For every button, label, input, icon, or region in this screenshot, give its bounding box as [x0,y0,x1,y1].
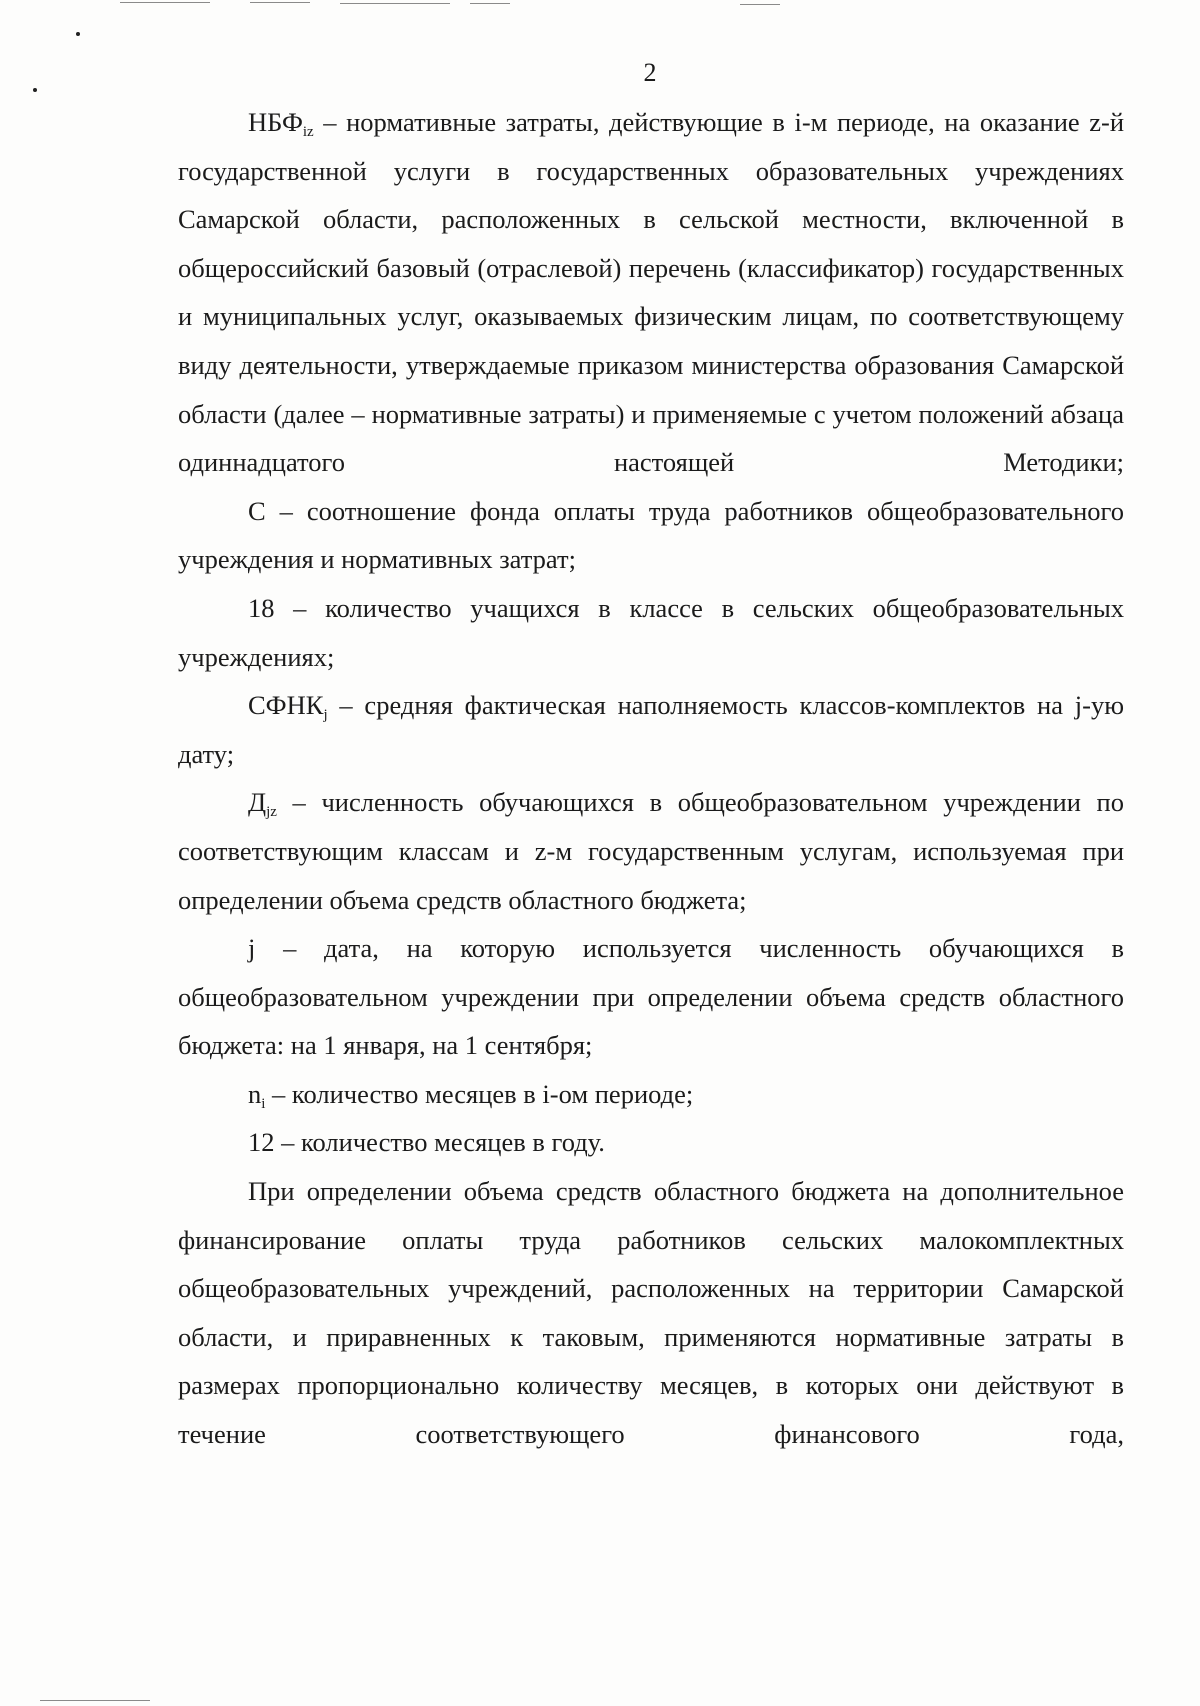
term: 12 [248,1127,275,1158]
paragraph [178,1167,1124,1459]
paragraph [178,681,1124,778]
paragraph-text: – количество месяцев в году. [274,1127,605,1158]
scan-artifact [250,2,310,3]
paragraph [178,1118,1124,1167]
term: Д [248,787,267,818]
term: j [248,933,256,964]
term: С [248,495,266,526]
paragraph [178,584,1124,681]
page-number: 2 [643,58,657,87]
paragraph [178,924,1124,1070]
term: n [248,1078,262,1109]
scan-artifact [40,1700,150,1701]
paragraph-text: – количество учащихся в классе в сельских общеобразовательных учреждениях; [178,592,1124,672]
paragraph [178,1070,1124,1119]
term-subscript: j [323,707,328,724]
paragraph [178,98,1124,487]
document-body [178,98,1124,1459]
term-subscript: i [261,1095,266,1112]
term: СФНК [248,690,324,721]
paragraph-text: – количество месяцев в i-ом периоде; [265,1078,694,1109]
paragraph-text: – численность обучающихся в общеобразовательном учреждении по соответствующим классам и z-м государственным услугам, используемая при определении объема средств областного бюджета; [178,787,1124,915]
scan-artifact [740,4,780,5]
scan-artifact [120,2,210,3]
term-subscript: jz [266,804,277,821]
scan-artifact [470,3,510,4]
term: 18 [248,592,275,623]
paragraph-text: – средняя фактическая наполняемость классов-комплектов на j-ую дату; [178,690,1124,769]
paragraph-text: – соотношение фонда оплаты труда работников общеобразовательного учреждения и нормативных затрат; [178,495,1124,575]
paragraph-text: При определении объема средств областного бюджета на дополнительное финансирование оплаты труда работников сельских малокомплектных общеобразовательных учреждений, расположенных на территории Самарской области, и приравненных к таковым, применяются нормативные затраты в размерах пропорционально количеству месяцев, в которых они действуют в течение соответствующего финансового года, [178,1176,1124,1450]
scan-artifact [340,3,450,4]
paragraph-text: – дата, на которую используется численность обучающихся в общеобразовательном учреждении при определении объема средств областного бюджета: на 1 января, на 1 сентября; [178,933,1124,1061]
term-subscript: iz [302,124,314,140]
scan-dot [76,32,80,36]
paragraph-text: – нормативные затраты, действующие в i-м периоде, на оказание z-й государственной услуги в государственных образовательных учреждениях Самарской области, расположенных в сельской местности, включенной в общероссийский базовый (отраслевой) перечень (классификатор) государственных и муниципальных услуг, оказываемых физическим лицам, по соответствующему виду деятельности, утверждаемые приказом министерства образования Самарской области (далее – нормативные затраты) и применяемые с учетом положений абзаца одиннадцатого настоящей Методики; [178,107,1124,478]
paragraph [178,778,1124,924]
scan-dot [33,88,37,92]
term: НБФ [248,107,303,137]
paragraph [178,487,1124,584]
